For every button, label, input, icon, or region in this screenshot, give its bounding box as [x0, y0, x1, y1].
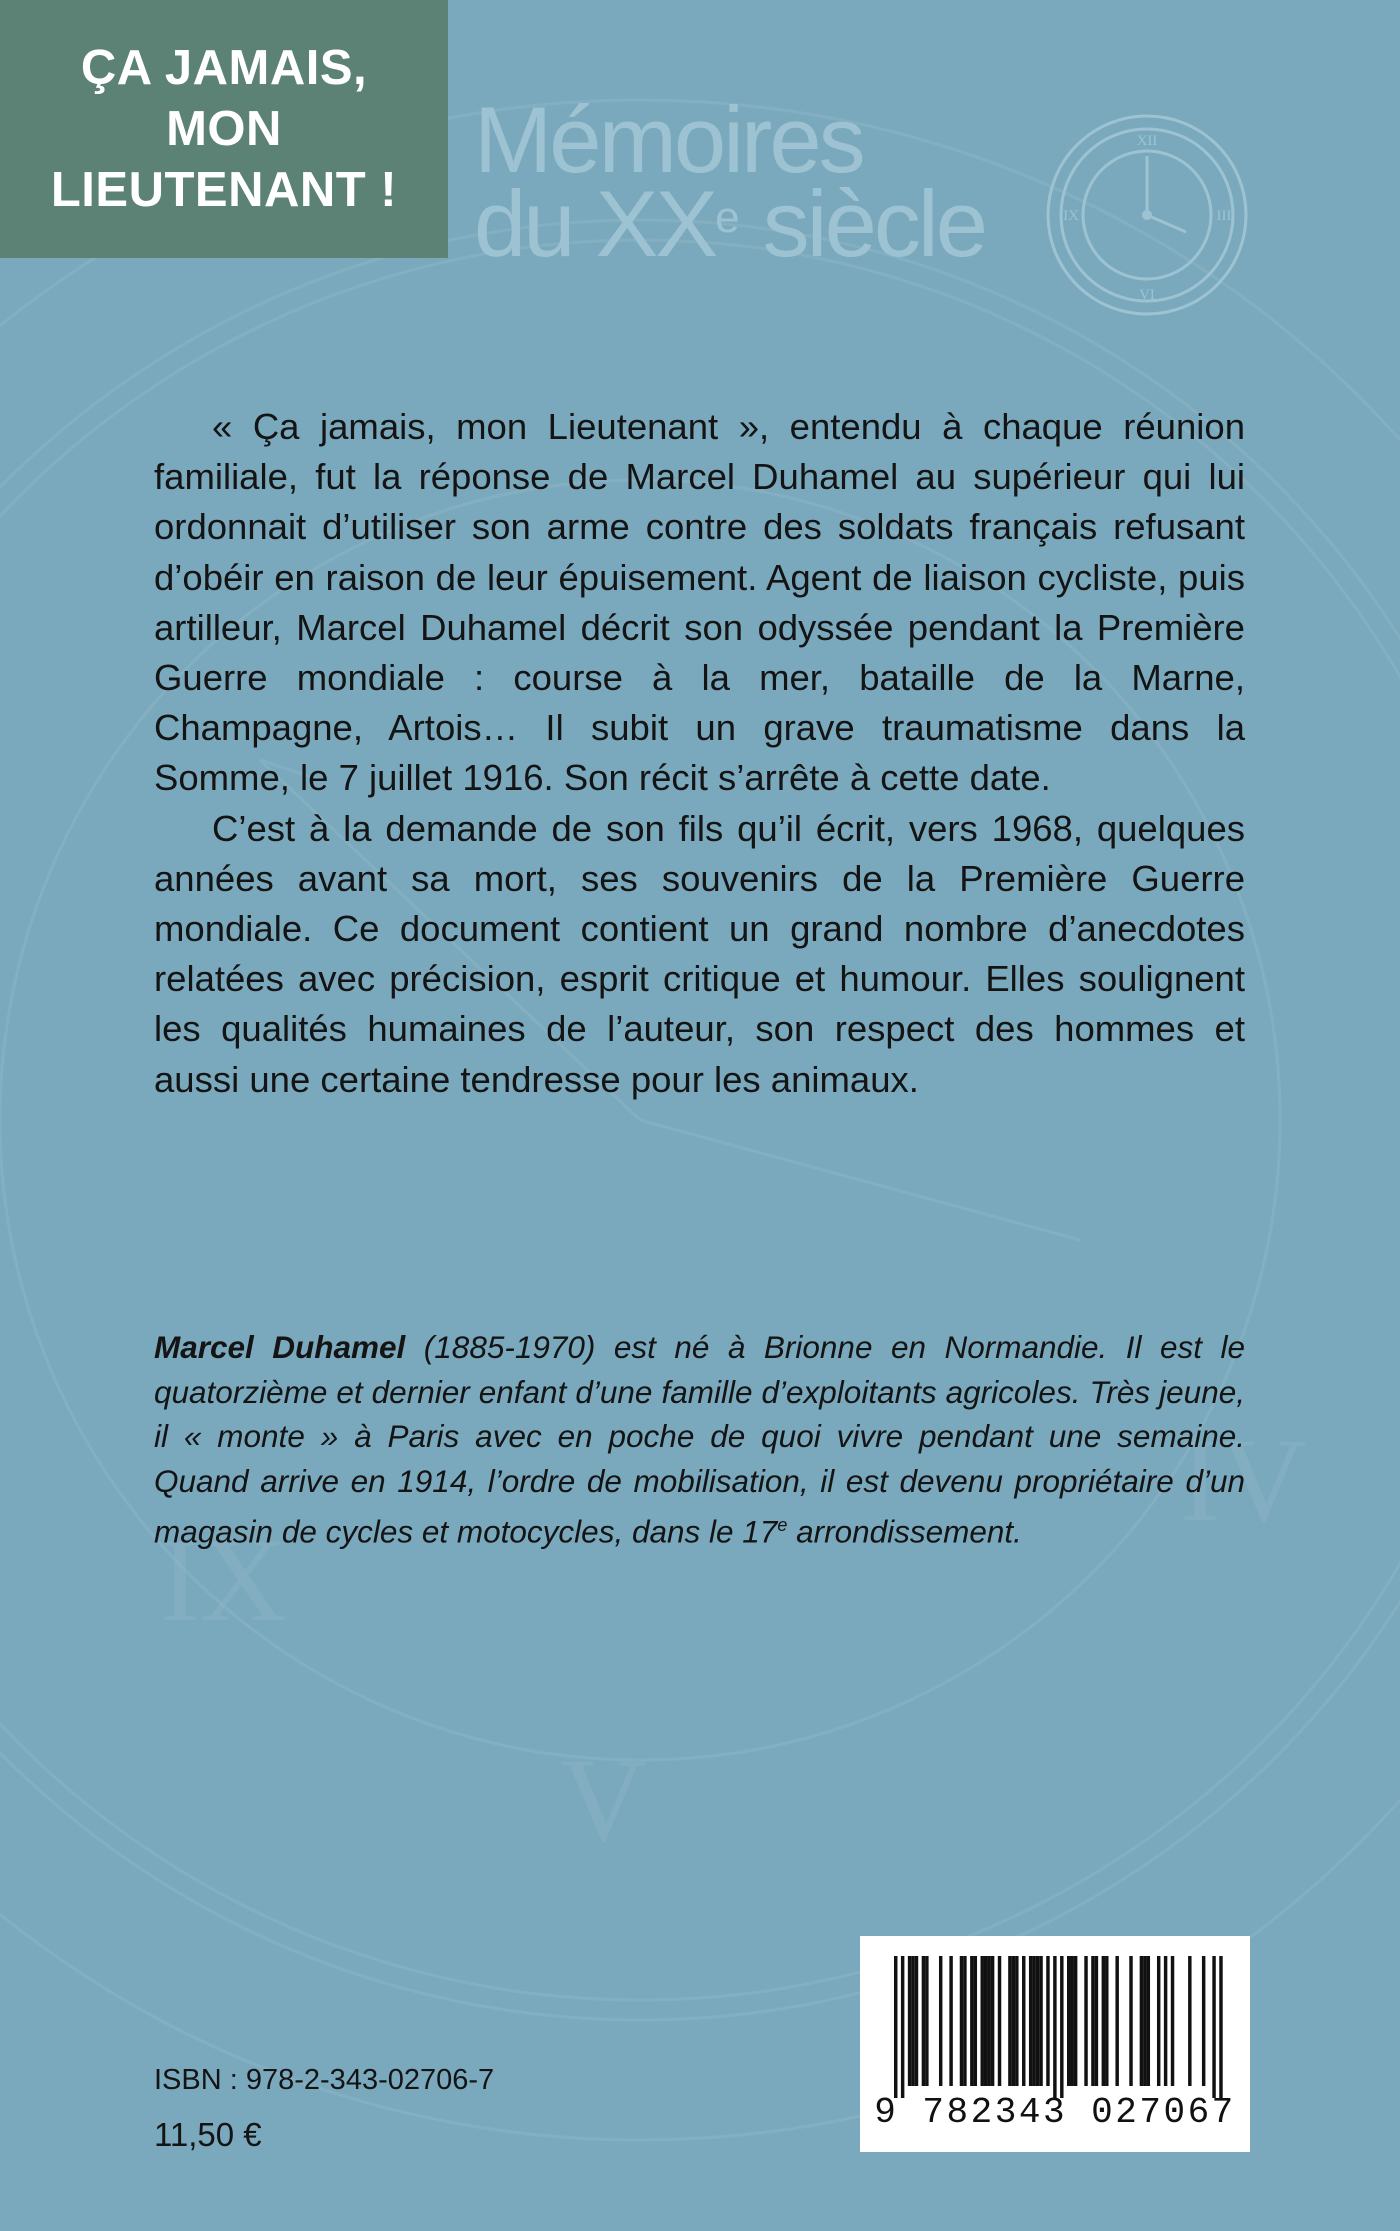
svg-text:V: V: [560, 1733, 647, 1866]
title-line-3: LIEUTENANT !: [50, 162, 398, 217]
summary-paragraph-2: C’est à la demande de son fils qu’il écrit, vers 1968, quelques années avant sa mort, ses souvenirs de la Première Guerre mondiale. Ce document contient un grand nombre d’anecdotes relatées avec précision, esprit critique et humour. Elles soulignent les qualités humaines de l’auteur, son respect des hommes et aussi une certaine tendresse pour les animaux.: [154, 807, 1245, 1100]
barcode-bar: [1188, 1956, 1191, 2086]
title-line-1: ÇA JAMAIS,: [80, 40, 368, 95]
barcode-bar: [984, 1956, 987, 2086]
series-line-2: du XXe siècle: [474, 171, 986, 276]
barcode-bar: [1147, 1956, 1150, 2086]
barcode-bar: [1060, 1956, 1063, 2098]
barcode-bar: [1022, 1956, 1025, 2086]
barcode-bar: [1115, 1956, 1118, 2086]
barcode-bar: [998, 1956, 1001, 2086]
barcode-bar: [974, 1956, 977, 2086]
barcode-bar: [1046, 1956, 1049, 2086]
svg-text:VI: VI: [1139, 287, 1155, 303]
barcode-bar: [1212, 1956, 1215, 2098]
barcode-bar: [1036, 1956, 1039, 2086]
author-biography: [154, 1325, 1245, 1554]
svg-text:IV: IV: [1180, 1413, 1307, 1546]
barcode-bar: [1091, 1956, 1094, 2086]
barcode-bar: [1074, 1956, 1077, 2086]
barcode-bar: [1105, 1956, 1108, 2086]
barcode-bar: [1029, 1956, 1032, 2086]
barcode-bar: [1095, 1956, 1098, 2086]
barcode-bar: [1008, 1956, 1011, 2086]
barcode-bar: [1102, 1956, 1105, 2086]
barcode-bar: [1140, 1956, 1143, 2086]
back-cover-summary: [154, 402, 1245, 1105]
barcode-bar: [1053, 1956, 1056, 2098]
barcode-bar: [908, 1956, 911, 2086]
barcode-bar: [1143, 1956, 1146, 2086]
author-name: Marcel Duhamel: [154, 1329, 406, 1365]
barcode-bar: [960, 1956, 963, 2086]
series-line-1: Mémoires: [474, 87, 863, 192]
barcode-bar: [1164, 1956, 1167, 2086]
barcode-bar: [963, 1956, 966, 2086]
svg-text:IX: IX: [1063, 208, 1079, 224]
barcode-bar: [1012, 1956, 1015, 2086]
svg-text:XII: XII: [1136, 133, 1158, 149]
barcode-bar: [1219, 1956, 1222, 2098]
barcode-bar: [1171, 1956, 1174, 2086]
isbn-label: ISBN : 978-2-343-02706-7: [154, 2064, 495, 2096]
barcode-bar: [922, 1956, 925, 2086]
bio-paragraph: Marcel Duhamel (1885-1970) est né à Brionne en Normandie. Il est le quatorzième et dernier enfant d’une famille d’exploitants agricoles. Très jeune, il « monte » à Paris avec en poche de quoi vivre pendant une semaine. Quand arrive en 1914, l’ordre de mobilisation, il est devenu propriétaire d’un magasin de cycles et motocycles, dans le 17e arrondissement.: [154, 1329, 1245, 1550]
clock-icon: [1044, 112, 1250, 318]
barcode-bar: [911, 1956, 914, 2086]
price-label: 11,50 €: [154, 2116, 262, 2153]
barcode-bar: [901, 1956, 904, 2098]
barcode-bar: [894, 1956, 897, 2098]
title-line-2: MON: [166, 101, 282, 156]
barcode-bar: [987, 1956, 990, 2086]
summary-paragraph-1: « Ça jamais, mon Lieutenant », entendu à chaque réunion familiale, fut la réponse de Marcel Duhamel au supérieur qui lui ordonnait d’utiliser son arme contre des soldats français refusant d’obéir en raison de leur épuisement. Agent de liaison cycliste, puis artilleur, Marcel Duhamel décrit son odyssée pendant la Première Guerre mondiale : course à la mer, bataille de la Marne, Champagne, Artois… Il subit un grave traumatisme dans la Somme, le 7 juillet 1916. Son récit s’arrête à cette date.: [154, 406, 1245, 799]
barcode-bar: [915, 1956, 918, 2086]
barcode: [860, 1936, 1250, 2152]
barcode-bar: [991, 1956, 994, 2086]
barcode-bar: [1084, 1956, 1087, 2086]
barcode-bar: [1157, 1956, 1160, 2086]
svg-text:IX: IX: [160, 1513, 287, 1646]
barcode-bar: [970, 1956, 973, 2086]
barcode-bar: [1129, 1956, 1132, 2086]
barcode-bar: [1067, 1956, 1070, 2086]
barcode-bar: [939, 1956, 942, 2086]
barcode-bar: [1032, 1956, 1035, 2086]
barcode-bar: [949, 1956, 952, 2086]
series-title: [474, 87, 986, 276]
barcode-bar: [1039, 1956, 1042, 2086]
barcode-bar: [1070, 1956, 1073, 2086]
barcode-digits: 9 782343 027067: [874, 2092, 1236, 2133]
barcode-bar: [981, 1956, 984, 2086]
barcode-bar: [925, 1956, 928, 2086]
barcode-bar: [1015, 1956, 1018, 2086]
svg-text:III: III: [1216, 208, 1232, 224]
book-title-block: [0, 0, 448, 258]
barcode-bar: [1202, 1956, 1205, 2086]
